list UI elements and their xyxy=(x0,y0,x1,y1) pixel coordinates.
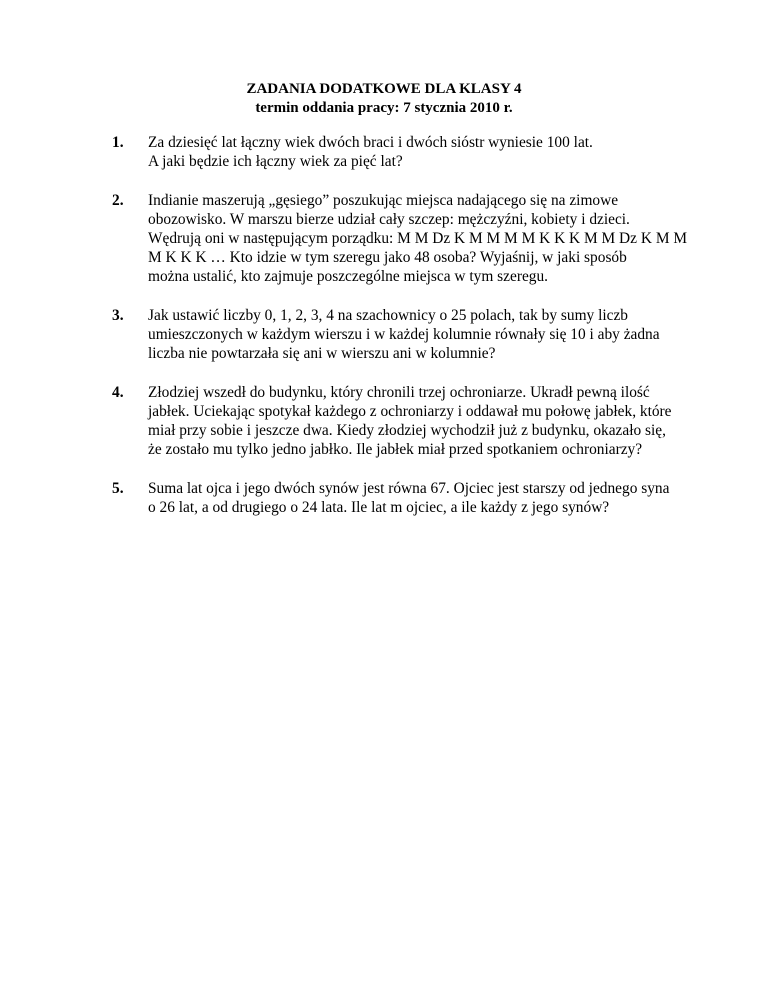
task-item-5 xyxy=(112,479,712,517)
task-text-line: Jak ustawić liczby 0, 1, 2, 3, 4 na szachownicy o 25 polach, tak by sumy liczb xyxy=(148,307,628,324)
task-text-line: miał przy sobie i jeszcze dwa. Kiedy złodziej wychodził już z budynku, okazało się, xyxy=(148,422,666,439)
task-text-line: Złodziej wszedł do budynku, który chronili trzej ochroniarze. Ukradł pewną ilość xyxy=(148,384,650,401)
task-text-line: jabłek. Uciekając spotykał każdego z ochroniarzy i oddawał mu połowę jabłek, które xyxy=(148,403,672,420)
task-number: 5. xyxy=(112,480,124,497)
task-number: 4. xyxy=(112,384,124,401)
document-header xyxy=(0,80,768,118)
task-number: 2. xyxy=(112,192,124,209)
task-number: 3. xyxy=(112,307,124,324)
task-text-line: można ustalić, kto zajmuje poszczególne miejsca w tym szeregu. xyxy=(148,268,549,285)
document-subtitle: termin oddania pracy: 7 stycznia 2010 r. xyxy=(255,100,513,116)
task-text-line: umieszczonych w każdym wierszu i w każdej kolumnie równały się 10 i aby żadna xyxy=(148,326,660,343)
task-text-line: Wędrują oni w następującym porządku: M M Dz K M M M M K K K M M Dz K M M xyxy=(148,230,688,247)
task-number: 1. xyxy=(112,134,124,151)
task-text-line: Za dziesięć lat łączny wiek dwóch braci i dwóch sióstr wyniesie 100 lat. xyxy=(148,134,593,151)
task-item-1 xyxy=(112,133,712,171)
task-item-3 xyxy=(112,306,712,363)
task-item-2 xyxy=(112,191,712,286)
task-text-line: że zostało mu tylko jedno jabłko. Ile jabłek miał przed spotkaniem ochroniarzy? xyxy=(148,441,643,458)
task-text-line: M K K K … Kto idzie w tym szeregu jako 48 osoba? Wyjaśnij, w jaki sposób xyxy=(148,249,627,266)
task-text-line: Suma lat ojca i jego dwóch synów jest równa 67. Ojciec jest starszy od jednego syna xyxy=(148,480,670,497)
document-title: ZADANIA DODATKOWE DLA KLASY 4 xyxy=(246,81,522,97)
task-text-line: Indianie maszerują „gęsiego” poszukując miejsca nadającego się na zimowe xyxy=(148,192,619,209)
task-text-line: o 26 lat, a od drugiego o 24 lata. Ile lat m ojciec, a ile każdy z jego synów? xyxy=(148,499,610,516)
task-text-line: obozowisko. W marszu bierze udział cały szczep: mężczyźni, kobiety i dzieci. xyxy=(148,211,630,228)
task-item-4 xyxy=(112,383,712,459)
task-list xyxy=(112,133,712,537)
task-text-line: A jaki będzie ich łączny wiek za pięć lat? xyxy=(148,153,403,170)
task-text-line: liczba nie powtarzała się ani w wierszu ani w kolumnie? xyxy=(148,345,496,362)
